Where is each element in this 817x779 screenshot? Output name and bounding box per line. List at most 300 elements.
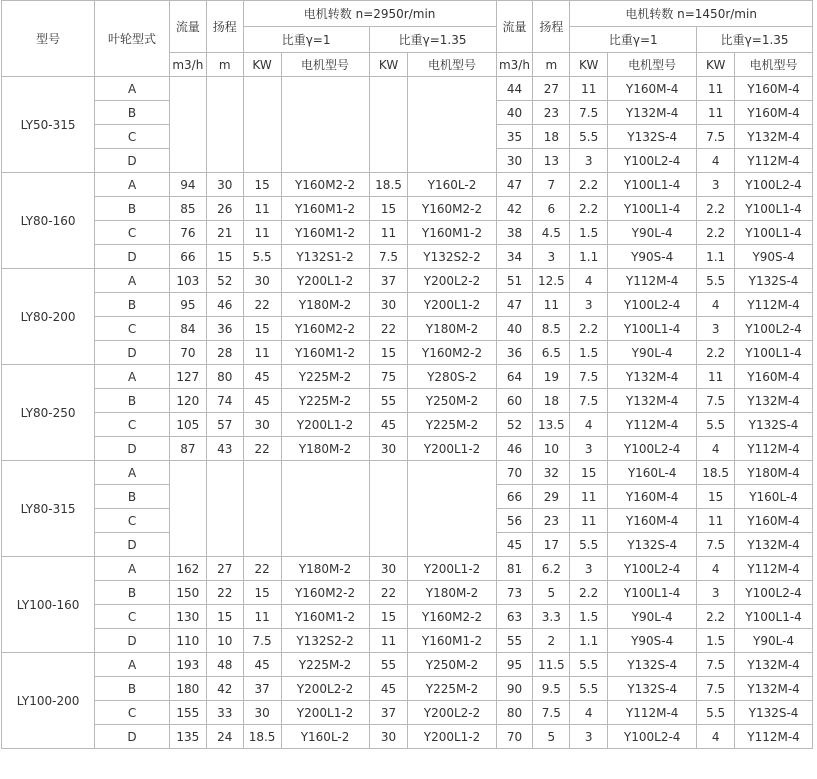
table-row <box>2 725 813 749</box>
header-unit-kw: KW <box>369 53 408 77</box>
motor-gravity-135-1450-cell: Y112M-4 <box>735 293 813 317</box>
impeller-cell: B <box>95 581 170 605</box>
motor-gravity-1-1450-cell: Y132S-4 <box>608 533 697 557</box>
empty-cell-kw-gravity-1-2950 <box>243 77 281 173</box>
head-2950-cell: 52 <box>206 269 243 293</box>
motor-gravity-135-1450-cell: Y100L1-4 <box>735 221 813 245</box>
motor-gravity-1-1450-cell: Y90L-4 <box>608 605 697 629</box>
impeller-cell: C <box>95 605 170 629</box>
motor-gravity-135-2950-cell: Y250M-2 <box>408 389 496 413</box>
kw-gravity-1-1450-cell: 3 <box>570 725 608 749</box>
model-cell: LY80-160 <box>2 173 95 269</box>
motor-gravity-1-2950-cell: Y200L2-2 <box>281 677 369 701</box>
kw-gravity-135-1450-cell: 11 <box>697 509 735 533</box>
motor-gravity-135-1450-cell: Y100L1-4 <box>735 341 813 365</box>
header-unit-kw: KW <box>570 53 608 77</box>
flow-1450-cell: 44 <box>496 77 533 101</box>
head-2950-cell: 24 <box>206 725 243 749</box>
head-2950-cell: 26 <box>206 197 243 221</box>
kw-gravity-135-1450-cell: 4 <box>697 437 735 461</box>
impeller-cell: A <box>95 269 170 293</box>
kw-gravity-1-1450-cell: 2.2 <box>570 197 608 221</box>
flow-1450-cell: 55 <box>496 629 533 653</box>
motor-gravity-1-2950-cell: Y160M1-2 <box>281 197 369 221</box>
header-row-1 <box>2 1 813 27</box>
flow-1450-cell: 63 <box>496 605 533 629</box>
motor-gravity-1-2950-cell: Y225M-2 <box>281 389 369 413</box>
kw-gravity-135-1450-cell: 1.5 <box>697 629 735 653</box>
header-unit-kw: KW <box>243 53 281 77</box>
motor-gravity-1-1450-cell: Y112M-4 <box>608 413 697 437</box>
model-cell: LY80-315 <box>2 461 95 557</box>
motor-gravity-135-2950-cell: Y160M2-2 <box>408 341 496 365</box>
motor-gravity-1-2950-cell: Y132S1-2 <box>281 245 369 269</box>
kw-gravity-135-1450-cell: 3 <box>697 173 735 197</box>
motor-gravity-135-1450-cell: Y100L1-4 <box>735 605 813 629</box>
kw-gravity-135-1450-cell: 3 <box>697 581 735 605</box>
motor-gravity-1-1450-cell: Y90S-4 <box>608 245 697 269</box>
kw-gravity-1-1450-cell: 15 <box>570 461 608 485</box>
impeller-cell: C <box>95 413 170 437</box>
motor-gravity-135-2950-cell: Y200L1-2 <box>408 293 496 317</box>
impeller-cell: A <box>95 365 170 389</box>
motor-gravity-1-1450-cell: Y100L1-4 <box>608 581 697 605</box>
motor-gravity-135-1450-cell: Y100L2-4 <box>735 317 813 341</box>
header-motor-speed-2950: 电机转数 n=2950r/min <box>243 1 496 27</box>
kw-gravity-135-1450-cell: 3 <box>697 317 735 341</box>
kw-gravity-1-2950-cell: 11 <box>243 221 281 245</box>
motor-gravity-1-2950-cell: Y200L1-2 <box>281 701 369 725</box>
motor-gravity-135-2950-cell: Y160M2-2 <box>408 605 496 629</box>
kw-gravity-1-2950-cell: 30 <box>243 413 281 437</box>
impeller-cell: D <box>95 245 170 269</box>
flow-2950-cell: 105 <box>169 413 206 437</box>
kw-gravity-135-1450-cell: 2.2 <box>697 197 735 221</box>
head-1450-cell: 12.5 <box>533 269 570 293</box>
header-motor-model: 电机型号 <box>281 53 369 77</box>
table-row <box>2 221 813 245</box>
motor-gravity-1-1450-cell: Y100L2-4 <box>608 725 697 749</box>
impeller-cell: C <box>95 701 170 725</box>
header-unit-head: m <box>206 53 243 77</box>
motor-gravity-1-1450-cell: Y90L-4 <box>608 221 697 245</box>
head-2950-cell: 48 <box>206 653 243 677</box>
kw-gravity-1-2950-cell: 22 <box>243 293 281 317</box>
header-motor-model: 电机型号 <box>408 53 496 77</box>
motor-gravity-1-2950-cell: Y225M-2 <box>281 653 369 677</box>
head-1450-cell: 18 <box>533 125 570 149</box>
kw-gravity-1-1450-cell: 7.5 <box>570 389 608 413</box>
impeller-cell: C <box>95 509 170 533</box>
impeller-cell: D <box>95 341 170 365</box>
motor-gravity-1-2950-cell: Y180M-2 <box>281 437 369 461</box>
table-row <box>2 365 813 389</box>
flow-1450-cell: 47 <box>496 173 533 197</box>
table-row <box>2 389 813 413</box>
kw-gravity-1-1450-cell: 3 <box>570 149 608 173</box>
motor-gravity-1-1450-cell: Y112M-4 <box>608 701 697 725</box>
table-row <box>2 341 813 365</box>
flow-2950-cell: 84 <box>169 317 206 341</box>
flow-1450-cell: 34 <box>496 245 533 269</box>
kw-gravity-135-2950-cell: 11 <box>369 221 408 245</box>
motor-gravity-1-1450-cell: Y112M-4 <box>608 269 697 293</box>
impeller-cell: D <box>95 437 170 461</box>
empty-cell-head-2950 <box>206 77 243 173</box>
kw-gravity-135-2950-cell: 45 <box>369 677 408 701</box>
model-cell: LY80-200 <box>2 269 95 365</box>
kw-gravity-1-1450-cell: 4 <box>570 269 608 293</box>
kw-gravity-1-1450-cell: 3 <box>570 557 608 581</box>
table-row <box>2 605 813 629</box>
flow-1450-cell: 56 <box>496 509 533 533</box>
kw-gravity-1-2950-cell: 22 <box>243 557 281 581</box>
motor-gravity-1-1450-cell: Y132S-4 <box>608 125 697 149</box>
impeller-cell: D <box>95 725 170 749</box>
kw-gravity-135-1450-cell: 15 <box>697 485 735 509</box>
model-cell: LY80-250 <box>2 365 95 461</box>
flow-1450-cell: 66 <box>496 485 533 509</box>
flow-2950-cell: 94 <box>169 173 206 197</box>
impeller-cell: A <box>95 653 170 677</box>
motor-gravity-135-2950-cell: Y200L1-2 <box>408 437 496 461</box>
motor-gravity-135-1450-cell: Y112M-4 <box>735 149 813 173</box>
kw-gravity-1-1450-cell: 1.5 <box>570 605 608 629</box>
kw-gravity-1-1450-cell: 7.5 <box>570 365 608 389</box>
impeller-cell: B <box>95 293 170 317</box>
head-1450-cell: 13.5 <box>533 413 570 437</box>
head-1450-cell: 5 <box>533 581 570 605</box>
table-row <box>2 317 813 341</box>
empty-cell-flow-2950 <box>169 77 206 173</box>
kw-gravity-135-2950-cell: 30 <box>369 725 408 749</box>
header-motor-speed-1450: 电机转数 n=1450r/min <box>570 1 813 27</box>
impeller-cell: B <box>95 677 170 701</box>
header-gravity-135-2950: 比重γ=1.35 <box>369 27 496 53</box>
kw-gravity-135-1450-cell: 7.5 <box>697 125 735 149</box>
motor-gravity-1-1450-cell: Y160M-4 <box>608 509 697 533</box>
flow-2950-cell: 150 <box>169 581 206 605</box>
header-gravity-1-2950: 比重γ=1 <box>243 27 369 53</box>
head-1450-cell: 27 <box>533 77 570 101</box>
head-2950-cell: 74 <box>206 389 243 413</box>
kw-gravity-1-1450-cell: 4 <box>570 413 608 437</box>
table-row <box>2 557 813 581</box>
head-2950-cell: 15 <box>206 245 243 269</box>
head-1450-cell: 9.5 <box>533 677 570 701</box>
head-2950-cell: 43 <box>206 437 243 461</box>
kw-gravity-1-2950-cell: 45 <box>243 389 281 413</box>
impeller-cell: D <box>95 629 170 653</box>
head-1450-cell: 8.5 <box>533 317 570 341</box>
empty-cell-flow-2950 <box>169 461 206 557</box>
motor-gravity-135-2950-cell: Y200L2-2 <box>408 269 496 293</box>
flow-1450-cell: 90 <box>496 677 533 701</box>
kw-gravity-135-2950-cell: 18.5 <box>369 173 408 197</box>
head-2950-cell: 27 <box>206 557 243 581</box>
head-1450-cell: 11 <box>533 293 570 317</box>
flow-2950-cell: 130 <box>169 605 206 629</box>
header-unit-head: m <box>533 53 570 77</box>
flow-1450-cell: 95 <box>496 653 533 677</box>
motor-gravity-135-1450-cell: Y132M-4 <box>735 125 813 149</box>
motor-gravity-135-1450-cell: Y100L2-4 <box>735 173 813 197</box>
flow-1450-cell: 40 <box>496 317 533 341</box>
flow-1450-cell: 35 <box>496 125 533 149</box>
motor-gravity-135-1450-cell: Y100L1-4 <box>735 197 813 221</box>
motor-gravity-1-2950-cell: Y160M1-2 <box>281 341 369 365</box>
flow-2950-cell: 76 <box>169 221 206 245</box>
flow-1450-cell: 46 <box>496 437 533 461</box>
flow-1450-cell: 70 <box>496 725 533 749</box>
motor-gravity-1-1450-cell: Y90S-4 <box>608 629 697 653</box>
motor-gravity-1-2950-cell: Y160M1-2 <box>281 605 369 629</box>
kw-gravity-135-2950-cell: 55 <box>369 653 408 677</box>
kw-gravity-1-1450-cell: 5.5 <box>570 125 608 149</box>
motor-gravity-135-2950-cell: Y160M1-2 <box>408 221 496 245</box>
motor-gravity-1-2950-cell: Y160M2-2 <box>281 581 369 605</box>
motor-gravity-135-1450-cell: Y112M-4 <box>735 557 813 581</box>
table-row <box>2 269 813 293</box>
impeller-cell: B <box>95 197 170 221</box>
flow-1450-cell: 45 <box>496 533 533 557</box>
flow-1450-cell: 60 <box>496 389 533 413</box>
motor-gravity-135-1450-cell: Y160L-4 <box>735 485 813 509</box>
motor-gravity-1-1450-cell: Y132M-4 <box>608 101 697 125</box>
impeller-cell: B <box>95 389 170 413</box>
header-impeller-type: 叶轮型式 <box>95 1 170 77</box>
table-row <box>2 653 813 677</box>
head-1450-cell: 29 <box>533 485 570 509</box>
motor-gravity-135-1450-cell: Y160M-4 <box>735 101 813 125</box>
kw-gravity-1-2950-cell: 45 <box>243 365 281 389</box>
kw-gravity-135-1450-cell: 2.2 <box>697 605 735 629</box>
kw-gravity-1-1450-cell: 2.2 <box>570 173 608 197</box>
motor-gravity-135-1450-cell: Y160M-4 <box>735 509 813 533</box>
header-motor-model: 电机型号 <box>608 53 697 77</box>
kw-gravity-1-1450-cell: 3 <box>570 437 608 461</box>
motor-gravity-1-1450-cell: Y100L2-4 <box>608 437 697 461</box>
kw-gravity-1-1450-cell: 2.2 <box>570 317 608 341</box>
kw-gravity-1-1450-cell: 5.5 <box>570 653 608 677</box>
table-row <box>2 413 813 437</box>
kw-gravity-135-1450-cell: 7.5 <box>697 677 735 701</box>
kw-gravity-135-2950-cell: 30 <box>369 437 408 461</box>
head-2950-cell: 57 <box>206 413 243 437</box>
table-row <box>2 173 813 197</box>
table-body <box>2 77 813 749</box>
kw-gravity-135-1450-cell: 7.5 <box>697 653 735 677</box>
motor-gravity-1-1450-cell: Y160L-4 <box>608 461 697 485</box>
head-2950-cell: 22 <box>206 581 243 605</box>
motor-gravity-1-2950-cell: Y180M-2 <box>281 293 369 317</box>
motor-gravity-135-1450-cell: Y132M-4 <box>735 653 813 677</box>
header-flow-1450: 流量 <box>496 1 533 53</box>
motor-gravity-135-1450-cell: Y180M-4 <box>735 461 813 485</box>
kw-gravity-1-2950-cell: 22 <box>243 437 281 461</box>
kw-gravity-135-2950-cell: 15 <box>369 605 408 629</box>
motor-gravity-1-2950-cell: Y225M-2 <box>281 365 369 389</box>
header-head-2950: 扬程 <box>206 1 243 53</box>
kw-gravity-135-1450-cell: 7.5 <box>697 389 735 413</box>
kw-gravity-135-2950-cell: 7.5 <box>369 245 408 269</box>
motor-gravity-135-2950-cell: Y200L1-2 <box>408 725 496 749</box>
motor-gravity-1-1450-cell: Y132S-4 <box>608 653 697 677</box>
flow-1450-cell: 30 <box>496 149 533 173</box>
flow-2950-cell: 162 <box>169 557 206 581</box>
motor-gravity-1-2950-cell: Y160M2-2 <box>281 317 369 341</box>
kw-gravity-1-1450-cell: 1.5 <box>570 341 608 365</box>
empty-cell-kw-gravity-1-2950 <box>243 461 281 557</box>
head-1450-cell: 13 <box>533 149 570 173</box>
head-2950-cell: 42 <box>206 677 243 701</box>
kw-gravity-135-1450-cell: 2.2 <box>697 221 735 245</box>
motor-gravity-135-2950-cell: Y250M-2 <box>408 653 496 677</box>
motor-gravity-135-1450-cell: Y100L2-4 <box>735 581 813 605</box>
kw-gravity-135-2950-cell: 15 <box>369 341 408 365</box>
header-unit-flow: m3/h <box>496 53 533 77</box>
kw-gravity-1-1450-cell: 1.5 <box>570 221 608 245</box>
table-row <box>2 701 813 725</box>
impeller-cell: D <box>95 149 170 173</box>
kw-gravity-135-2950-cell: 11 <box>369 629 408 653</box>
motor-gravity-1-1450-cell: Y100L2-4 <box>608 149 697 173</box>
flow-1450-cell: 47 <box>496 293 533 317</box>
header-gravity-1-1450: 比重γ=1 <box>570 27 697 53</box>
head-1450-cell: 18 <box>533 389 570 413</box>
flow-2950-cell: 120 <box>169 389 206 413</box>
motor-gravity-135-1450-cell: Y160M-4 <box>735 77 813 101</box>
kw-gravity-135-2950-cell: 22 <box>369 581 408 605</box>
kw-gravity-135-2950-cell: 37 <box>369 269 408 293</box>
table-row <box>2 293 813 317</box>
head-1450-cell: 7.5 <box>533 701 570 725</box>
head-1450-cell: 7 <box>533 173 570 197</box>
flow-1450-cell: 51 <box>496 269 533 293</box>
motor-gravity-135-2950-cell: Y200L2-2 <box>408 701 496 725</box>
table-row <box>2 461 813 485</box>
empty-cell-head-2950 <box>206 461 243 557</box>
model-cell: LY50-315 <box>2 77 95 173</box>
motor-gravity-1-2950-cell: Y132S2-2 <box>281 629 369 653</box>
motor-gravity-135-1450-cell: Y90S-4 <box>735 245 813 269</box>
table-row <box>2 245 813 269</box>
empty-cell-kw-gravity-135-2950 <box>369 461 408 557</box>
table-row <box>2 437 813 461</box>
flow-1450-cell: 81 <box>496 557 533 581</box>
head-1450-cell: 5 <box>533 725 570 749</box>
motor-gravity-1-2950-cell: Y200L1-2 <box>281 269 369 293</box>
impeller-cell: D <box>95 533 170 557</box>
kw-gravity-1-1450-cell: 2.2 <box>570 581 608 605</box>
flow-1450-cell: 73 <box>496 581 533 605</box>
header-head-1450: 扬程 <box>533 1 570 53</box>
head-1450-cell: 32 <box>533 461 570 485</box>
kw-gravity-1-2950-cell: 18.5 <box>243 725 281 749</box>
motor-gravity-1-1450-cell: Y100L2-4 <box>608 557 697 581</box>
head-2950-cell: 15 <box>206 605 243 629</box>
kw-gravity-1-2950-cell: 11 <box>243 341 281 365</box>
head-1450-cell: 23 <box>533 101 570 125</box>
motor-gravity-135-1450-cell: Y132M-4 <box>735 677 813 701</box>
impeller-cell: A <box>95 77 170 101</box>
impeller-cell: A <box>95 461 170 485</box>
empty-cell-motor-gravity-135-2950 <box>408 77 496 173</box>
kw-gravity-135-1450-cell: 7.5 <box>697 533 735 557</box>
kw-gravity-135-1450-cell: 18.5 <box>697 461 735 485</box>
head-1450-cell: 6 <box>533 197 570 221</box>
motor-gravity-1-1450-cell: Y100L2-4 <box>608 293 697 317</box>
kw-gravity-1-2950-cell: 30 <box>243 269 281 293</box>
kw-gravity-135-2950-cell: 15 <box>369 197 408 221</box>
kw-gravity-1-1450-cell: 7.5 <box>570 101 608 125</box>
kw-gravity-1-1450-cell: 1.1 <box>570 245 608 269</box>
head-1450-cell: 3 <box>533 245 570 269</box>
motor-gravity-135-1450-cell: Y132M-4 <box>735 533 813 557</box>
flow-2950-cell: 193 <box>169 653 206 677</box>
kw-gravity-1-1450-cell: 3 <box>570 293 608 317</box>
empty-cell-kw-gravity-135-2950 <box>369 77 408 173</box>
motor-gravity-135-2950-cell: Y180M-2 <box>408 581 496 605</box>
kw-gravity-1-2950-cell: 45 <box>243 653 281 677</box>
flow-1450-cell: 36 <box>496 341 533 365</box>
empty-cell-motor-gravity-1-2950 <box>281 77 369 173</box>
motor-gravity-135-2950-cell: Y225M-2 <box>408 413 496 437</box>
kw-gravity-1-2950-cell: 7.5 <box>243 629 281 653</box>
kw-gravity-1-2950-cell: 5.5 <box>243 245 281 269</box>
header-motor-model: 电机型号 <box>735 53 813 77</box>
motor-gravity-135-2950-cell: Y160L-2 <box>408 173 496 197</box>
head-1450-cell: 23 <box>533 509 570 533</box>
kw-gravity-135-1450-cell: 4 <box>697 293 735 317</box>
flow-1450-cell: 70 <box>496 461 533 485</box>
table-row <box>2 77 813 101</box>
motor-gravity-135-1450-cell: Y132M-4 <box>735 389 813 413</box>
flow-2950-cell: 155 <box>169 701 206 725</box>
header-flow-2950: 流量 <box>169 1 206 53</box>
impeller-cell: C <box>95 221 170 245</box>
kw-gravity-1-2950-cell: 37 <box>243 677 281 701</box>
kw-gravity-1-2950-cell: 11 <box>243 605 281 629</box>
kw-gravity-1-1450-cell: 5.5 <box>570 533 608 557</box>
kw-gravity-135-1450-cell: 1.1 <box>697 245 735 269</box>
motor-gravity-1-1450-cell: Y100L1-4 <box>608 173 697 197</box>
impeller-cell: A <box>95 557 170 581</box>
motor-gravity-1-2950-cell: Y160M2-2 <box>281 173 369 197</box>
motor-gravity-135-1450-cell: Y132S-4 <box>735 701 813 725</box>
header-model: 型号 <box>2 1 95 77</box>
motor-gravity-1-1450-cell: Y132S-4 <box>608 677 697 701</box>
flow-2950-cell: 87 <box>169 437 206 461</box>
flow-2950-cell: 110 <box>169 629 206 653</box>
kw-gravity-1-2950-cell: 15 <box>243 173 281 197</box>
kw-gravity-135-1450-cell: 4 <box>697 557 735 581</box>
head-2950-cell: 33 <box>206 701 243 725</box>
impeller-cell: C <box>95 317 170 341</box>
head-1450-cell: 10 <box>533 437 570 461</box>
motor-gravity-135-2950-cell: Y280S-2 <box>408 365 496 389</box>
kw-gravity-1-2950-cell: 11 <box>243 197 281 221</box>
motor-gravity-135-1450-cell: Y90L-4 <box>735 629 813 653</box>
motor-gravity-135-2950-cell: Y225M-2 <box>408 677 496 701</box>
kw-gravity-135-2950-cell: 30 <box>369 557 408 581</box>
header-unit-flow: m3/h <box>169 53 206 77</box>
flow-2950-cell: 127 <box>169 365 206 389</box>
table-row <box>2 581 813 605</box>
motor-gravity-135-2950-cell: Y180M-2 <box>408 317 496 341</box>
impeller-cell: B <box>95 101 170 125</box>
motor-gravity-1-2950-cell: Y160M1-2 <box>281 221 369 245</box>
